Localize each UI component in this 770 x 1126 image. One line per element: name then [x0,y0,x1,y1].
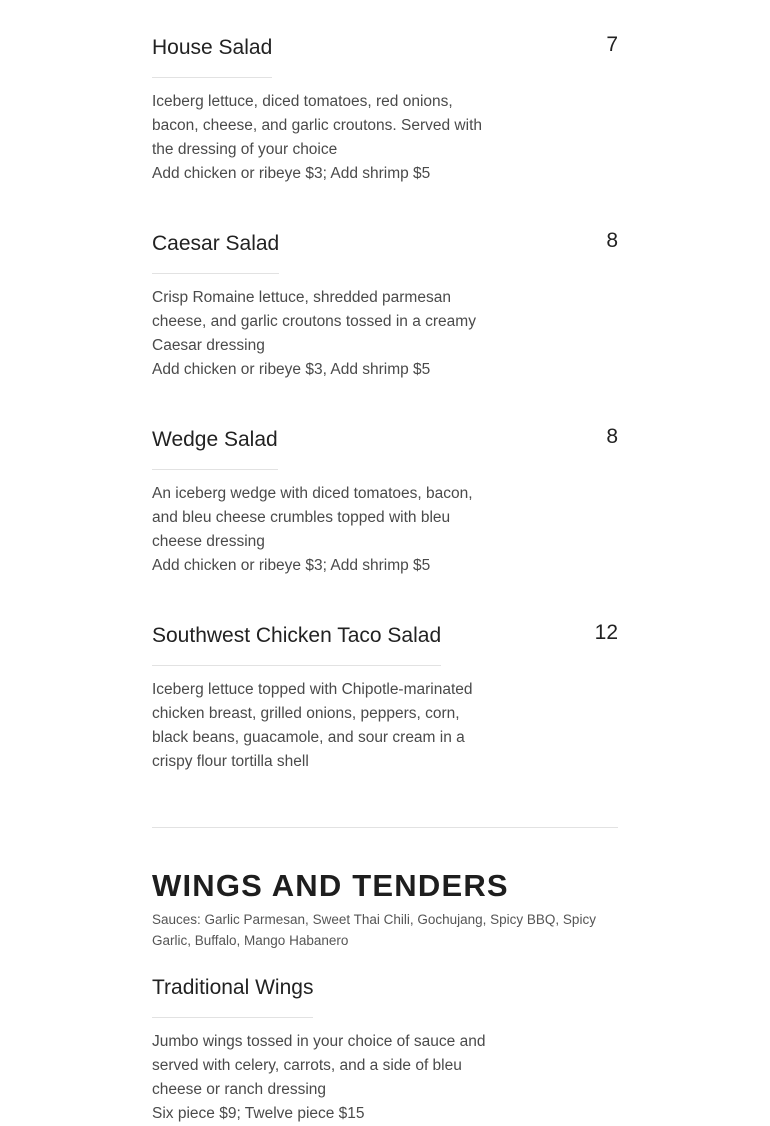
section-divider [152,827,618,828]
add-on-line: Add chicken or ribeye $3; Add shrimp $5 [152,557,431,574]
item-title: Southwest Chicken Taco Salad [152,623,441,666]
description-line: cheese dressing [152,533,265,550]
item-description [152,678,484,774]
description-line: chicken breast, grilled onions, peppers, corn, [152,705,460,722]
description-line: bacon, cheese, and garlic croutons. Served with [152,117,482,134]
item-description [152,90,484,186]
section-title-wings-and-tenders: WINGS AND TENDERS [152,868,509,903]
sauces-note-line: Garlic, Buffalo, Mango Habanero [152,933,349,948]
item-price: 8 [606,425,618,448]
item-title: Wedge Salad [152,427,278,470]
description-line: the dressing of your choice [152,141,338,158]
add-on-line: Add chicken or ribeye $3; Add shrimp $5 [152,165,431,182]
description-line: Iceberg lettuce topped with Chipotle-marinated [152,681,473,698]
sauces-note [152,909,612,951]
sauces-note-line: Sauces: Garlic Parmesan, Sweet Thai Chili, Gochujang, Spicy BBQ, Spicy [152,912,596,927]
item-description [152,482,484,578]
menu-item-traditional-wings [152,975,618,1126]
description-line: and bleu cheese crumbles topped with bleu [152,509,451,526]
item-description [152,1030,484,1126]
description-line: Caesar dressing [152,337,265,354]
item-price: 12 [594,621,618,644]
menu-item-southwest-chicken-taco-salad [152,623,618,774]
item-price: 8 [606,229,618,252]
description-line: Iceberg lettuce, diced tomatoes, red onions, [152,93,453,110]
item-title: Traditional Wings [152,975,313,1018]
item-description [152,286,484,382]
description-line: served with celery, carrots, and a side of bleu [152,1057,462,1074]
menu-item-wedge-salad [152,427,618,578]
add-on-line: Six piece $9; Twelve piece $15 [152,1105,365,1122]
description-line: black beans, guacamole, and sour cream in a [152,729,465,746]
description-line: Crisp Romaine lettuce, shredded parmesan [152,289,451,306]
menu-item-house-salad [152,35,618,186]
add-on-line: Add chicken or ribeye $3, Add shrimp $5 [152,361,431,378]
description-line: An iceberg wedge with diced tomatoes, bacon, [152,485,473,502]
item-title: House Salad [152,35,272,78]
description-line: crispy flour tortilla shell [152,753,309,770]
description-line: cheese or ranch dressing [152,1081,327,1098]
description-line: cheese, and garlic croutons tossed in a creamy [152,313,476,330]
description-line: Jumbo wings tossed in your choice of sauce and [152,1033,486,1050]
item-title: Caesar Salad [152,231,279,274]
item-price: 7 [606,33,618,56]
menu-item-caesar-salad [152,231,618,382]
